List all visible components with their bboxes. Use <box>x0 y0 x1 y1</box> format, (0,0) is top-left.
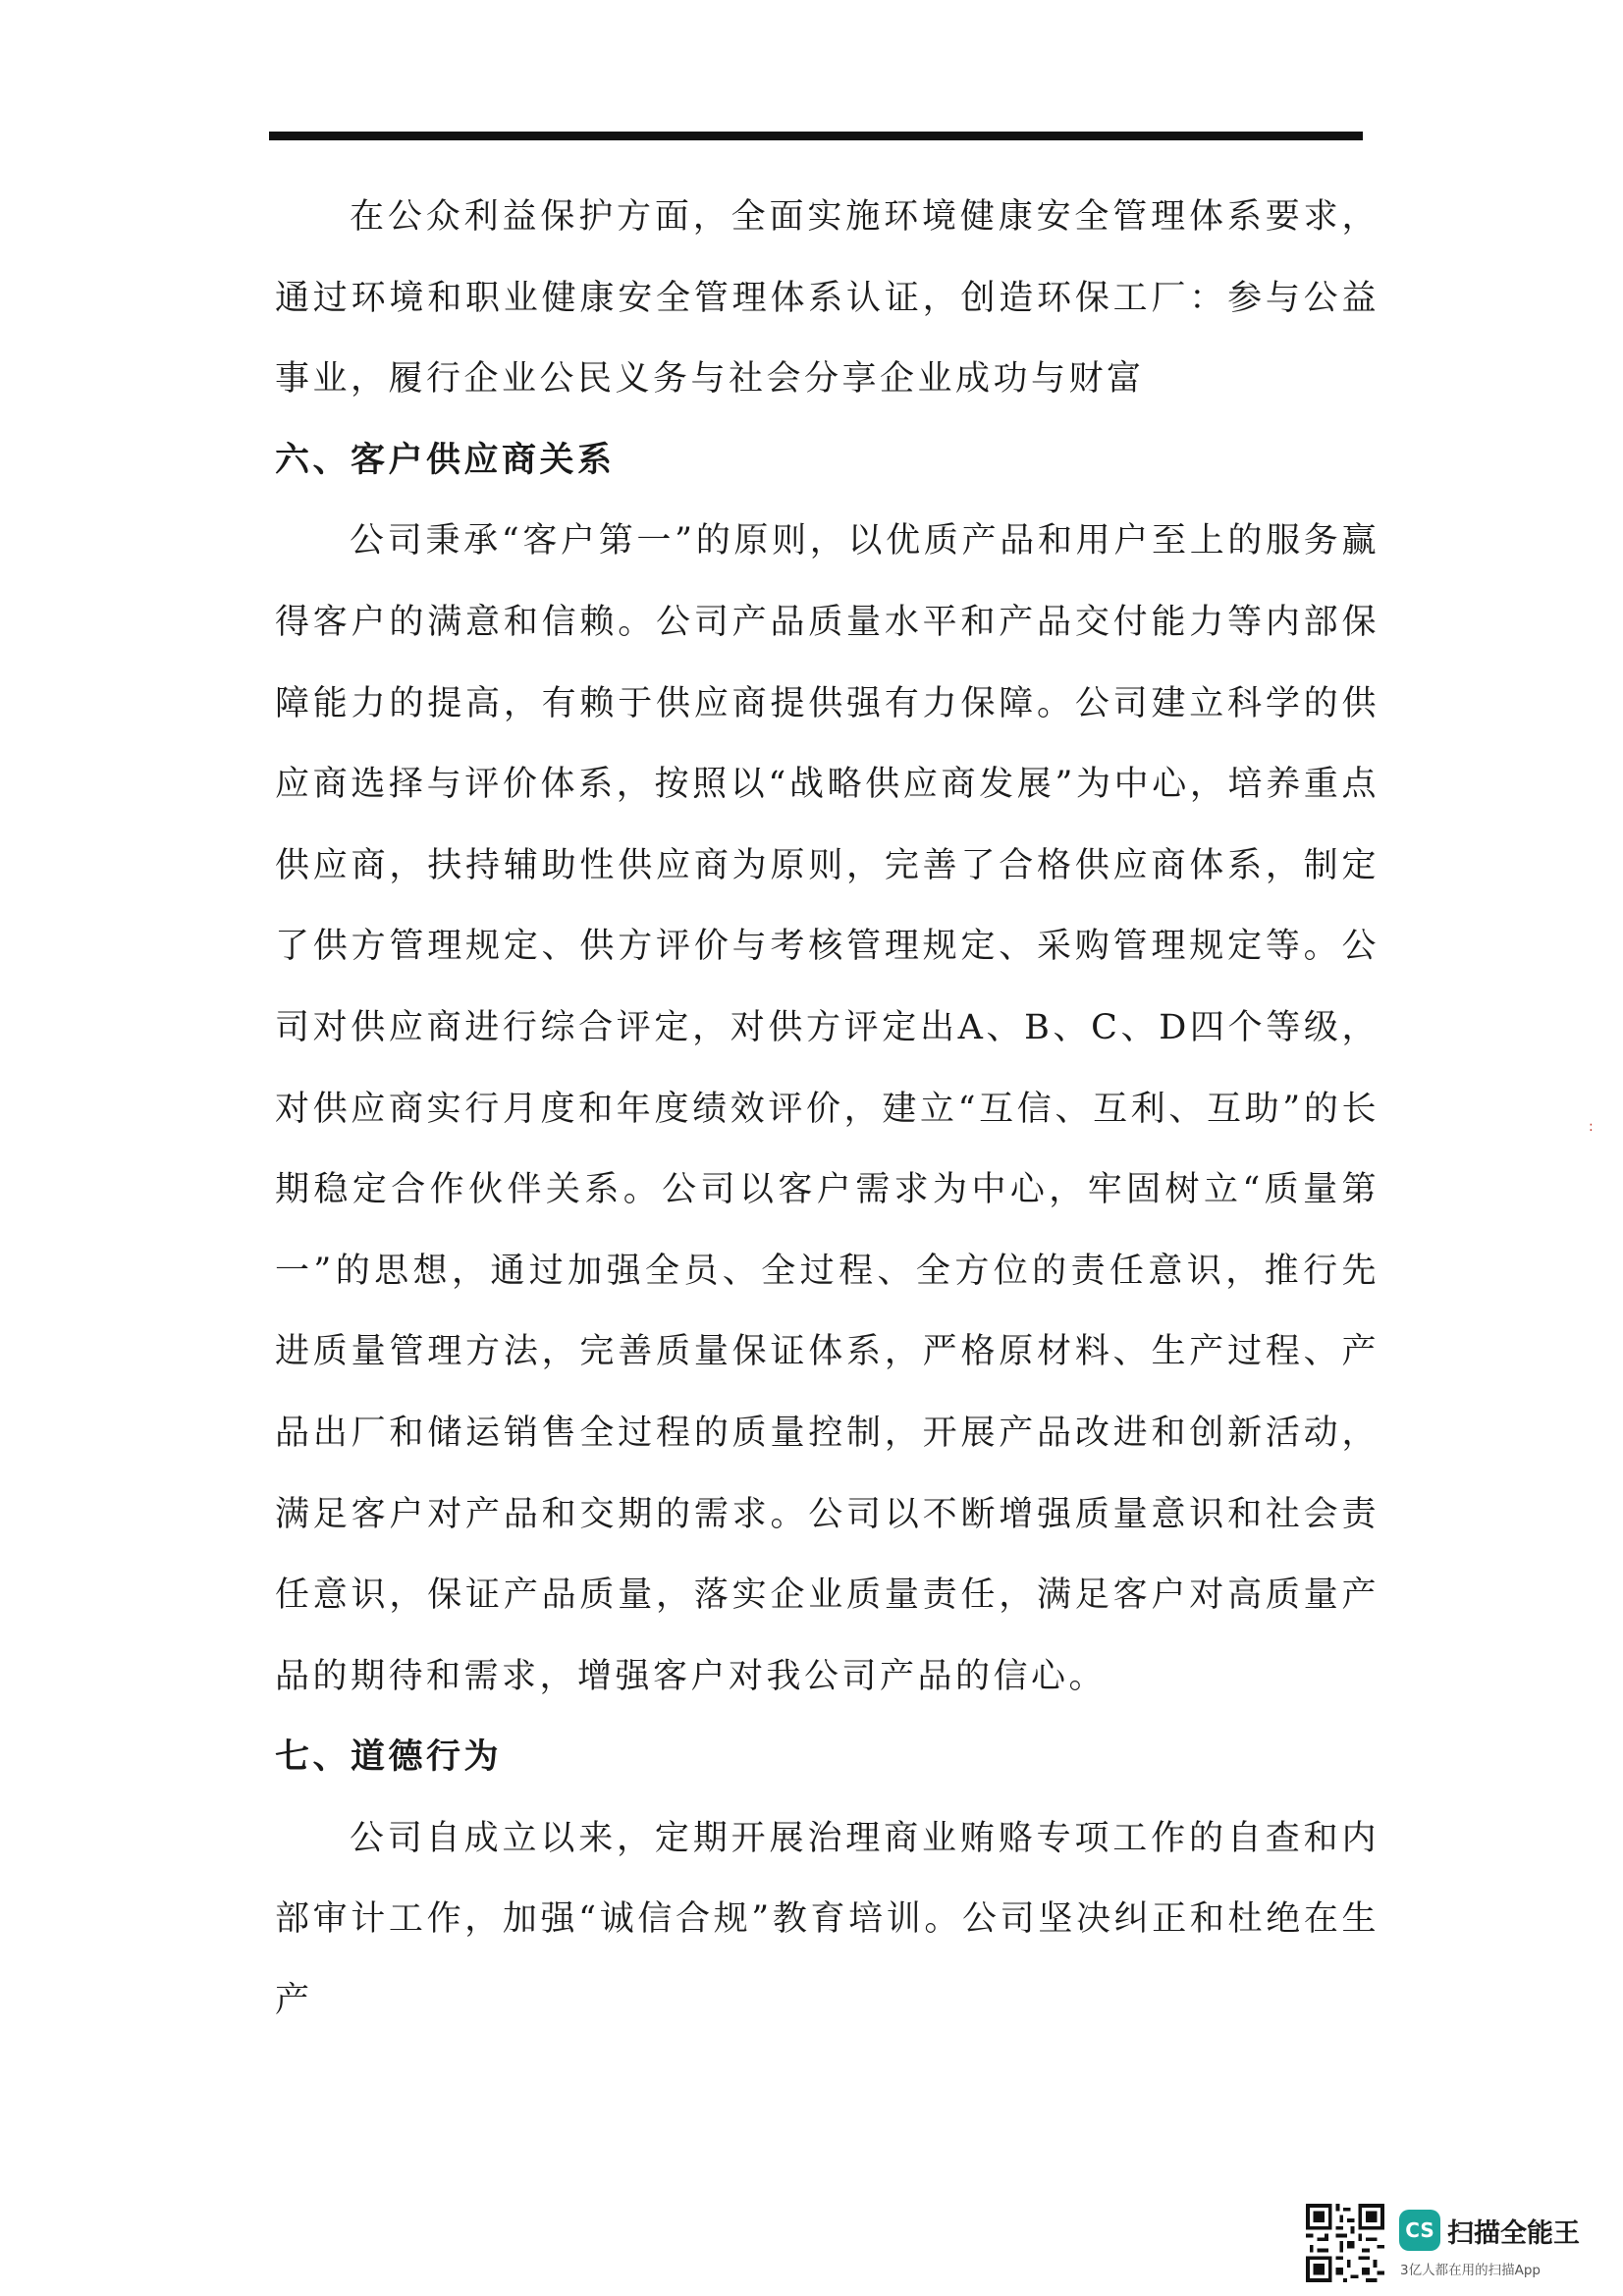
paragraph-public-interest: 在公众利益保护方面，全面实施环境健康安全管理体系要求，通过环境和职业健康安全管理体系认证，创造环保工厂：参与公益事业，履行企业公民义务与社会分享企业成功与财富 <box>275 197 1380 400</box>
section-heading-ethics: 七、道德行为 <box>275 1736 503 1778</box>
watermark-app-name: 扫描全能王 <box>1447 2218 1580 2249</box>
document-body <box>275 177 1380 2042</box>
paragraph-ethics: 公司自成立以来，定期开展治理商业贿赂专项工作的自查和内部审计工作，加强“诚信合规”教育培训。公司坚决纠正和杜绝在生产 <box>275 1818 1380 2021</box>
section-heading-customer-supplier: 六、客户供应商关系 <box>275 439 616 480</box>
top-rule <box>269 132 1363 140</box>
paragraph-customer-supplier: 公司秉承“客户第一”的原则，以优质产品和用户至上的服务赢得客户的满意和信赖。公司产品质量水平和产品交付能力等内部保障能力的提高，有赖于供应商提供强有力保障。公司建立科学的供应商选择与评价体系，按照以“战略供应商发展”为中心，培养重点供应商，扶持辅助性供应商为原则，完善了合格供应商体系，制定了供方管理规定、供方评价与考核管理规定、采购管理规定等。公司对供应商进行综合评定，对供方评定出A、B、C、D四个等级，对供应商实行月度和年度绩效评价，建立“互信、互利、互助”的长期稳定合作伙伴关系。公司以客户需求为中心，牢固树立“质量第一”的思想，通过加强全员、全过程、全方位的责任意识，推行先进质量管理方法，完善质量保证体系，严格原材料、生产过程、产品出厂和储运销售全过程的质量控制，开展产品改进和创新活动，满足客户对产品和交期的需求。公司以不断增强质量意识和社会责任意识，保证产品质量，落实企业质量责任，满足客户对高质量产品的期待和需求，增强客户对我公司产品的信心。 <box>275 521 1380 1696</box>
camscanner-logo: CS <box>1399 2210 1440 2251</box>
watermark-tagline: 3亿人都在用的扫描App <box>1400 2263 1541 2278</box>
margin-mark: : <box>1589 1119 1594 1135</box>
qr-code-icon <box>1306 2204 1384 2282</box>
scanner-watermark <box>1306 2204 1600 2287</box>
